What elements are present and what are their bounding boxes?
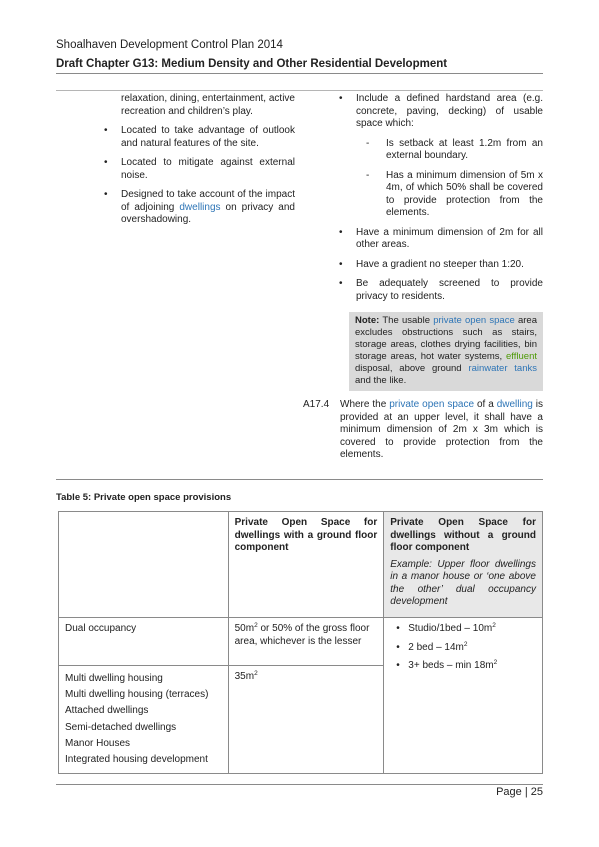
bullet-icon: • <box>339 226 343 238</box>
superscript: 2 <box>254 670 258 677</box>
text-run: 50m <box>234 623 255 634</box>
private-open-space-link[interactable]: private open space <box>389 399 475 410</box>
header-text: Private Open Space for dwellings without a ground floor component <box>390 517 536 553</box>
dwelling-link[interactable]: dwelling <box>496 399 533 410</box>
text-run: disposal, above ground <box>355 363 469 374</box>
page-header <box>56 38 543 71</box>
text-run: area excludes obstructions such as stairs, storage areas, clothes drying facilities, bin storage areas, hot water systems, <box>355 315 537 362</box>
row-label-multi-dwelling <box>59 666 229 774</box>
dash-icon: - <box>366 137 370 149</box>
text-run: Where the <box>340 399 390 410</box>
bullet-icon: • <box>104 189 108 200</box>
note-box <box>349 312 543 391</box>
bullet-text: Have a minimum dimension of 2m for all other areas. <box>356 226 543 250</box>
table-header-row <box>59 512 543 618</box>
header-cell-no-ground-floor <box>384 512 543 618</box>
header-rule <box>56 73 543 74</box>
text-run: Designed to take account of the impact of adjoining <box>121 189 295 213</box>
bullet-icon: • <box>339 258 343 270</box>
section-bottom-rule <box>56 479 543 480</box>
table-caption: Table 5: Private open space provisions <box>56 492 232 503</box>
header-cell-ground-floor: Private Open Space for dwellings with a ground floor component <box>228 512 384 618</box>
upper-floor-values <box>384 618 543 774</box>
effluent-link[interactable]: effluent <box>506 351 537 362</box>
bullet-text: Located to take advantage of outlook and natural features of the site. <box>121 125 295 149</box>
list-item <box>339 259 543 272</box>
text-run: 3+ beds – min 18m <box>408 660 494 671</box>
example-text: Example: Upper floor dwellings in a manor house or ‘one above the other’ dual occupancy development <box>390 558 536 607</box>
bullet-icon: • <box>339 93 343 104</box>
text-run: The usable <box>379 315 434 326</box>
left-column <box>104 93 295 227</box>
list-item <box>339 93 543 131</box>
bullet-text: Include a defined hardstand area (e.g. concrete, paving, decking) of usable space which: <box>356 93 543 129</box>
superscript: 2 <box>254 622 258 629</box>
dual-occupancy-value <box>228 618 384 666</box>
superscript: 2 <box>493 659 498 666</box>
text-run: or 50% of the gross floor area, whichever is the lesser <box>234 623 370 647</box>
section-top-rule <box>56 90 543 91</box>
superscript: 2 <box>492 622 496 629</box>
dwelling-type: Manor Houses <box>65 737 131 749</box>
dwelling-type: Attached dwellings <box>65 705 149 717</box>
text-run: and the like. <box>355 375 407 386</box>
list-item <box>390 623 536 636</box>
dwellings-link[interactable]: dwellings <box>179 201 221 213</box>
chapter-title: Draft Chapter G13: Medium Density and Other Residential Development <box>56 58 448 70</box>
note-label: Note: <box>355 315 380 326</box>
bullet-icon: • <box>339 278 343 289</box>
bullet-text: Located to mitigate against external noise. <box>121 157 295 181</box>
page-number: Page | 25 <box>496 786 543 798</box>
text-run: on privacy and overshadowing. <box>121 201 295 225</box>
dwelling-type: Multi dwelling housing <box>65 673 163 684</box>
list-item <box>339 278 543 303</box>
document-title: Shoalhaven Development Control Plan 2014 <box>56 39 283 51</box>
bullet-text: Have a gradient no steeper than 1:20. <box>356 258 524 270</box>
dash-text: Is setback at least 1.2m from an external boundary. <box>386 137 543 161</box>
row-label-dual-occupancy: Dual occupancy <box>59 618 229 666</box>
right-column <box>303 93 543 462</box>
superscript: 2 <box>463 640 468 648</box>
dash-icon: - <box>366 169 370 181</box>
bullet-icon: • <box>396 641 400 653</box>
bullet-text: Be adequately screened to provide privacy to residents. <box>356 278 543 302</box>
dwelling-type: Multi dwelling housing (terraces) <box>65 689 209 701</box>
multi-dwelling-value <box>228 666 384 774</box>
list-item <box>104 189 295 227</box>
list-item <box>339 227 543 252</box>
text-run: of a <box>474 399 497 410</box>
private-open-space-table <box>58 511 543 774</box>
bullet-icon: • <box>104 125 108 136</box>
text-run: is provided at an upper level, it shall have a minimum dimension of 2m x 3m which is covered to provide protection from the elements. <box>340 399 543 460</box>
header-cell-empty <box>59 512 229 618</box>
dwelling-type: Semi-detached dwellings <box>65 721 177 733</box>
bullet-text <box>121 189 295 225</box>
clause-number: A17.4 <box>303 399 330 410</box>
text-run: 2 bed – 14m <box>408 641 464 653</box>
dash-text: Has a minimum dimension of 5m x 4m, of which 50% shall be covered to provide protection from the elements. <box>386 169 543 218</box>
dash-list <box>366 138 543 220</box>
bullet-icon: • <box>396 623 400 634</box>
list-item <box>104 125 295 150</box>
list-item <box>366 170 543 220</box>
list-item <box>366 138 543 163</box>
text-run: Studio/1bed – 10m <box>408 623 493 634</box>
text-run: 35m <box>234 671 255 682</box>
list-item <box>390 642 536 655</box>
continuation-text: relaxation, dining, entertainment, active recreation and children’s play. <box>121 93 295 117</box>
clause-a17-4 <box>303 399 543 462</box>
bullet-icon: • <box>104 157 108 168</box>
private-open-space-link[interactable]: private open space <box>433 315 515 326</box>
list-item <box>104 157 295 182</box>
bullet-icon: • <box>396 660 400 671</box>
dwelling-type: Integrated housing development <box>65 754 208 766</box>
footer-rule <box>56 784 543 785</box>
list-item <box>390 660 536 673</box>
table-row <box>59 618 543 666</box>
rainwater-tanks-link[interactable]: rainwater tanks <box>468 363 537 374</box>
